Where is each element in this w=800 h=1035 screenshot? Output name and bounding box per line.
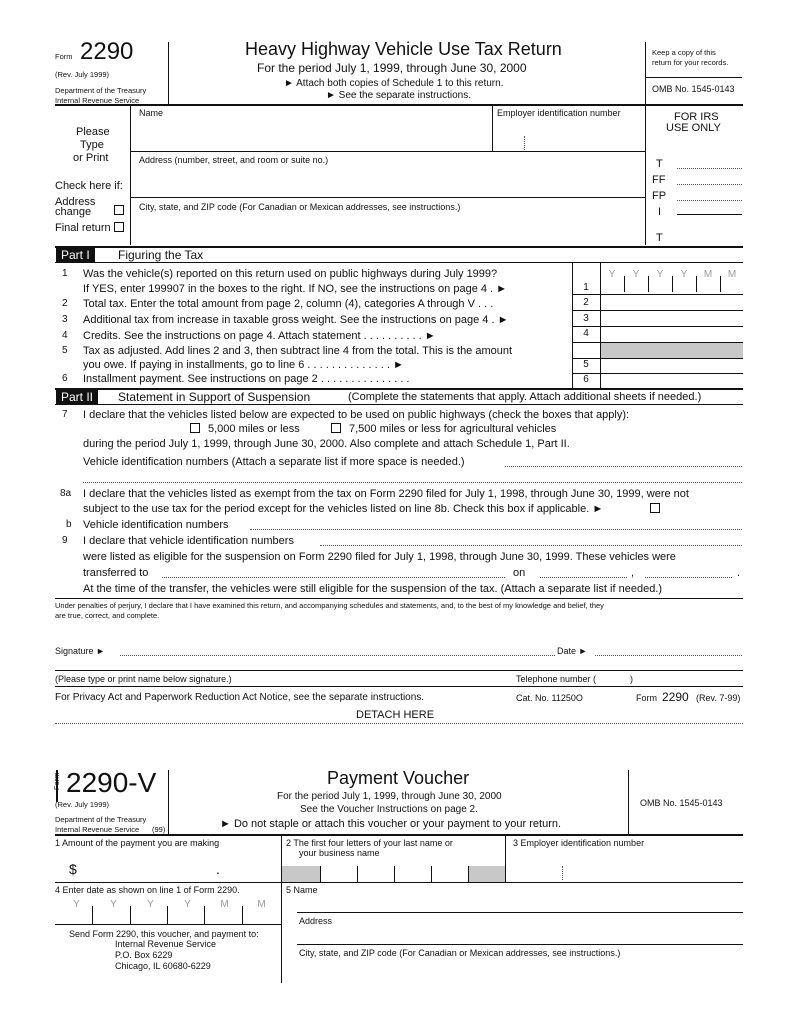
line-7-number: 7 xyxy=(62,409,68,420)
line-9-text: I declare that vehicle identification numbers xyxy=(83,535,294,547)
perjury-statement-2: are true, correct, and complete. xyxy=(55,611,160,620)
form-word: Form xyxy=(55,52,73,61)
box-6-label: 6 xyxy=(583,374,589,385)
5000-miles-checkbox[interactable] xyxy=(190,423,200,433)
print-name-label: (Please type or print name below signature.) xyxy=(55,674,232,684)
line-2-number: 2 xyxy=(62,298,68,309)
line-6-text: Installment payment. See instructions on page 2 . . . . . . . . . . . . . . . xyxy=(83,373,410,385)
footer-form-number: 2290 xyxy=(662,690,689,704)
last-name-letters-label: 2 The first four letters of your last name or xyxy=(286,838,453,848)
line-9-number: 9 xyxy=(62,535,68,546)
date-label: Date ► xyxy=(557,646,588,656)
privacy-notice: For Privacy Act and Paperwork Reduction Act Notice, see the separate instructions. xyxy=(55,692,425,703)
line-7-text: I declare that the vehicles listed below are expected to be used on public highways (check the boxes that apply): xyxy=(83,409,630,421)
irs-code-ff: FF xyxy=(652,174,666,186)
omb-number: OMB No. 1545-0143 xyxy=(652,84,735,94)
part2-subtitle: (Complete the statements that apply. Attach additional sheets if needed.) xyxy=(348,391,702,403)
city-state-zip-label: City, state, and ZIP code (For Canadian or Mexican addresses, see instructions.) xyxy=(139,202,461,212)
ein-label: Employer identification number xyxy=(497,108,621,118)
irs-use-label: FOR IRS xyxy=(674,111,719,123)
voucher-ein-field[interactable] xyxy=(506,856,743,882)
voucher-title: Payment Voucher xyxy=(327,768,470,788)
voucher-name-label: 5 Name xyxy=(286,885,318,895)
line-3-amount[interactable] xyxy=(601,311,743,325)
perjury-statement: Under penalties of perjury, I declare that I have examined this return, and accompanying schedules and statements, and, to the best of my knowledge and belief, they xyxy=(55,601,604,610)
form-number: 2290 xyxy=(80,38,134,65)
check-here-label: Check here if: xyxy=(55,180,123,192)
line-5-number: 5 xyxy=(62,345,68,356)
voucher-name-field[interactable] xyxy=(299,896,742,912)
line-8a-text: I declare that the vehicles listed as exempt from the tax on Form 2290 filed for July 1, 1998, through June 30, 1999, were not xyxy=(83,488,689,500)
box-3-label: 3 xyxy=(583,313,589,324)
line-1-text-2: If YES, enter 199907 in the boxes to the right. If NO, see the instructions on page 4 . ► xyxy=(83,283,508,295)
line-7-text-2: during the period July 1, 1999, through June 30, 2000. Also complete and attach Schedule 1, Part II. xyxy=(83,438,570,450)
date-field[interactable] xyxy=(595,641,742,655)
line-1-text: Was the vehicle(s) reported on this return used on public highways during July 1999? xyxy=(83,268,498,280)
irs-code-t: T xyxy=(656,158,663,170)
voucher-address-label: Address xyxy=(299,916,333,926)
city-state-zip-field[interactable] xyxy=(131,214,643,244)
line-8a-number: 8a xyxy=(60,488,72,499)
signature-field[interactable] xyxy=(120,641,555,655)
footer-form-rev: (Rev. 7-99) xyxy=(696,693,741,703)
or-print-label: or Print xyxy=(73,152,109,164)
keep-copy-note-2: return for your records. xyxy=(652,58,729,67)
transferred-to-field[interactable] xyxy=(162,565,505,579)
line-9-transferred-label: transferred to xyxy=(83,567,149,579)
7500-miles-label: 7,500 miles or less for agricultural vehicles xyxy=(349,423,557,435)
send-to-city: Chicago, IL 60680-6229 xyxy=(115,961,211,971)
voucher-period: For the period July 1, 1999, through June 30, 2000 xyxy=(277,791,502,802)
line-6-amount[interactable] xyxy=(601,374,743,388)
line-8b-number: b xyxy=(66,519,72,530)
5000-miles-label: 5,000 miles or less xyxy=(208,423,300,435)
line-5-text: Tax as adjusted. Add lines 2 and 3, then subtract line 4 from the total. This is the amount xyxy=(83,345,513,357)
keep-copy-note: Keep a copy of this xyxy=(652,48,716,57)
line-8b-text: Vehicle identification numbers xyxy=(83,519,229,531)
on-label: on xyxy=(513,567,526,579)
attach-instruction: ► Attach both copies of Schedule 1 to this return. xyxy=(284,78,504,89)
line-3-number: 3 xyxy=(62,314,68,325)
irs-code-t2: T xyxy=(656,232,663,244)
final-return-label: Final return xyxy=(55,222,111,234)
voucher-number: 2290-V xyxy=(66,767,157,798)
line-5-text-2: you owe. If paying in installments, go to line 6 . . . . . . . . . . . . . . ► xyxy=(83,359,404,371)
part1-label: Part I xyxy=(56,248,95,262)
final-return-checkbox[interactable] xyxy=(114,222,124,232)
send-to-irs: Internal Revenue Service xyxy=(115,939,217,949)
address-field[interactable] xyxy=(131,166,643,196)
line-7-vin-label: Vehicle identification numbers (Attach a separate list if more space is needed.) xyxy=(83,456,465,468)
address-change-label: Address xyxy=(55,196,96,208)
irs-code-i: I xyxy=(658,206,662,218)
line-1-number: 1 xyxy=(62,268,68,279)
line-4-text: Credits. See the instructions on page 4. Attach statement . . . . . . . . . . ► xyxy=(83,330,436,342)
voucher-ein-label: 3 Employer identification number xyxy=(513,838,645,848)
part2-title: Statement in Support of Suspension xyxy=(118,390,311,404)
transfer-date-field[interactable] xyxy=(540,565,732,579)
voucher-code: (99) xyxy=(152,825,166,834)
catalog-number: Cat. No. 11250O xyxy=(516,693,583,703)
please-label: Please xyxy=(76,126,110,138)
type-label: Type xyxy=(80,139,104,151)
line-4-amount[interactable] xyxy=(601,327,743,341)
voucher-date-boxes[interactable]: Y Y Y Y M M xyxy=(73,899,266,910)
voucher-city-label: City, state, and ZIP code (For Canadian or Mexican addresses, see instructions.) xyxy=(299,948,621,958)
voucher-omb: OMB No. 1545-0143 xyxy=(640,798,723,808)
box-5-label: 5 xyxy=(583,359,589,370)
box-4-label: 4 xyxy=(583,328,589,339)
voucher-date-label: 4 Enter date as shown on line 1 of Form 2290. xyxy=(55,885,240,895)
line-2-amount[interactable] xyxy=(601,295,743,309)
ein-field[interactable] xyxy=(493,120,643,150)
line-4-number: 4 xyxy=(62,330,68,341)
agency-line: Internal Revenue Service xyxy=(55,96,140,105)
telephone-label: Telephone number ( xyxy=(516,674,597,684)
line-9-text-2: were listed as eligible for the suspension on Form 2290 filed for July 1, 1998, through June 30, 1999. These vehicles were xyxy=(83,551,676,563)
voucher-form-word: Form xyxy=(52,772,61,790)
page-title: Heavy Highway Vehicle Use Tax Return xyxy=(245,39,562,59)
line-9-text-3: At the time of the transfer, the vehicles were still eligible for the suspension of the tax. (Attach a separate list if needed.) xyxy=(83,583,663,595)
voucher-city-field[interactable] xyxy=(299,960,742,976)
voucher-revision: (Rev. July 1999) xyxy=(55,800,110,809)
line-6-number: 6 xyxy=(62,373,68,384)
voucher-see-instructions: See the Voucher Instructions on page 2. xyxy=(300,804,478,815)
box-2-label: 2 xyxy=(583,297,589,308)
line-8a-text-2: subject to the use tax for the period except for the vehicles listed on line 8b. Check this box if applicable. ► xyxy=(83,503,604,515)
payment-amount-field[interactable] xyxy=(80,858,275,880)
signature-label: Signature ► xyxy=(55,646,105,656)
voucher-agency: Internal Revenue Service xyxy=(55,825,140,834)
voucher-department: Department of the Treasury xyxy=(55,815,147,824)
telephone-field[interactable] xyxy=(602,672,630,684)
line-7-vin-field[interactable] xyxy=(505,454,742,484)
voucher-staple-warning: ► Do not staple or attach this voucher or your payment to your return. xyxy=(220,818,562,830)
address-change-checkbox[interactable] xyxy=(114,205,124,215)
7500-miles-checkbox[interactable] xyxy=(331,423,341,433)
part1-title: Figuring the Tax xyxy=(118,248,204,262)
footer-form-word: Form xyxy=(636,693,657,703)
address-change-label-2: change xyxy=(55,206,92,218)
irs-code-fp: FP xyxy=(652,190,667,202)
send-to-label: Send Form 2290, this voucher, and payment to: xyxy=(69,929,259,939)
box-1-label: 1 xyxy=(583,282,589,293)
voucher-address-field[interactable] xyxy=(299,928,742,944)
part2-label: Part II xyxy=(56,390,98,404)
last-name-letters-label-2: your business name xyxy=(299,848,380,858)
send-to-box: P.O. Box 6229 xyxy=(115,950,173,960)
see-instructions: ► See the separate instructions. xyxy=(326,90,471,101)
payment-amount-label: 1 Amount of the payment you are making xyxy=(55,838,220,848)
line-5-amount[interactable] xyxy=(601,359,743,373)
form-revision: (Rev. July 1999) xyxy=(55,70,110,79)
line-8a-checkbox[interactable] xyxy=(650,503,660,513)
department-line: Department of the Treasury xyxy=(55,86,147,95)
name-field[interactable] xyxy=(131,118,491,150)
line-2-text: Total tax. Enter the total amount from page 2, column (4), categories A through V . . . xyxy=(83,298,494,310)
name-label: Name xyxy=(139,108,164,118)
telephone-close-paren: ) xyxy=(630,674,633,684)
line-9-vin-field[interactable] xyxy=(320,533,742,547)
dollar-sign: $ xyxy=(69,861,77,877)
tax-period: For the period July 1, 1999, through June 30, 2000 xyxy=(257,61,527,75)
cents-separator: . xyxy=(216,861,220,877)
irs-use-label-2: USE ONLY xyxy=(666,122,721,134)
part1-date-boxes[interactable]: Y Y Y Y M M xyxy=(608,269,737,280)
detach-here: DETACH HERE xyxy=(356,709,435,721)
address-label: Address (number, street, and room or suite no.) xyxy=(139,155,329,165)
line-3-text: Additional tax from increase in taxable gross weight. See the instructions on page 4 . ► xyxy=(83,314,509,326)
line-8b-vin-field[interactable] xyxy=(250,517,742,531)
